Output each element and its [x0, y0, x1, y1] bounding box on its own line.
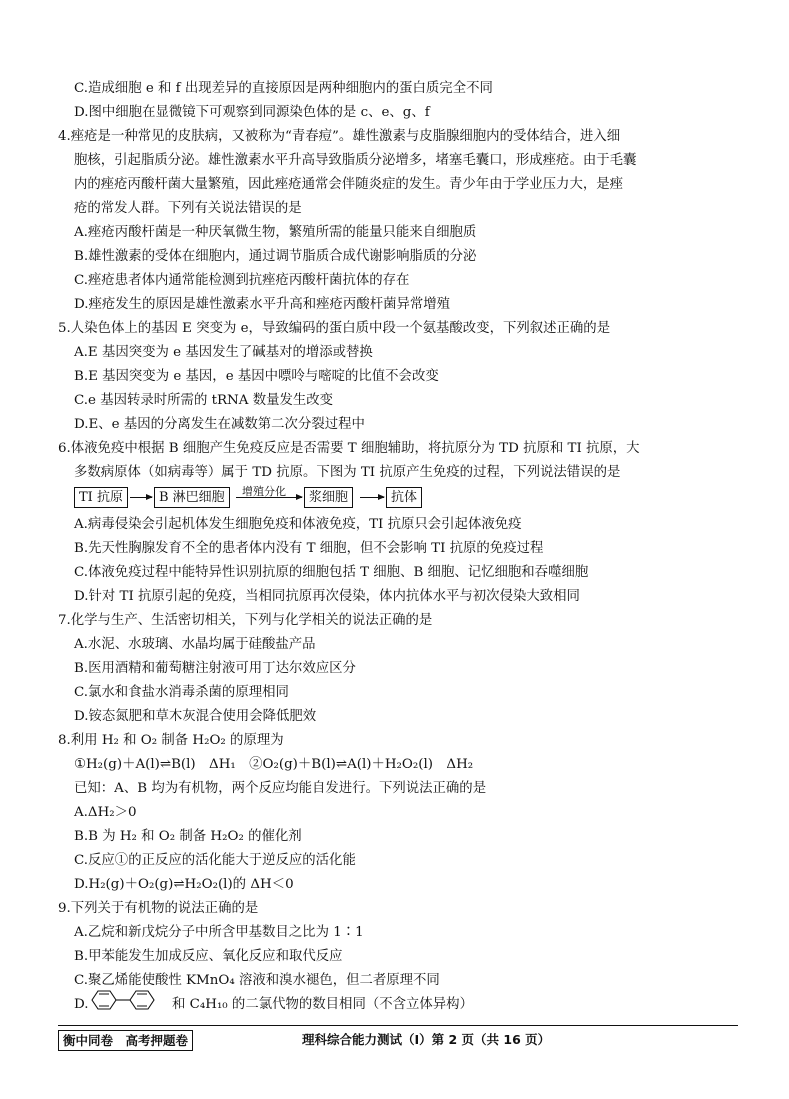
- text-line-22: A.水泥、水玻璃、水晶均属于硅酸盐产品: [74, 637, 316, 652]
- flow-arrow-1: [130, 497, 152, 498]
- text-line-17: A.病毒侵染会引起机体发生细胞免疫和体液免疫，TI 抗原只会引起体液免疫: [74, 517, 522, 532]
- text-line-26: 8.利用 H₂ 和 O₂ 制备 H₂O₂ 的原理为: [58, 733, 284, 748]
- text-line-33: 9.下列关于有机物的说法正确的是: [58, 901, 259, 916]
- text-line-5: 疮的常发人群。下列有关说法错误的是: [74, 201, 302, 216]
- flow-box-ti-antigen: TI 抗原: [74, 487, 128, 508]
- flow-box-antibody: 抗体: [386, 487, 422, 508]
- flow-arrow-3: [360, 497, 384, 498]
- text-line-31: C.反应①的正反应的活化能大于逆反应的活化能: [74, 853, 356, 868]
- text-line-35: B.甲苯能发生加成反应、氧化反应和取代反应: [74, 949, 343, 964]
- text-line-29: A.ΔH₂＞0: [74, 805, 137, 820]
- text-line-28: 已知：A、B 均为有机物，两个反应均能自发进行。下列说法正确的是: [74, 781, 487, 796]
- text-line-27: ①H₂(g)＋A(l)⇌B(l) ΔH₁ ②O₂(g)＋B(l)⇌A(l)＋H₂O₂(l) ΔH₂: [74, 757, 474, 772]
- footer-divider: [58, 1025, 738, 1026]
- text-line-9: D.痤疮发生的原因是雄性激素水平升高和痤疮丙酸杆菌异常增殖: [74, 297, 451, 312]
- text-line-2: 4.痤疮是一种常见的皮肤病，又被称为“青春痘”。雄性激素与皮脂腺细胞内的受体结合，进入细: [58, 129, 621, 144]
- text-line-6: A.痤疮丙酸杆菌是一种厌氧微生物，繁殖所需的能量只能来自细胞质: [74, 225, 477, 240]
- text-line-18: B.先天性胸腺发育不全的患者体内没有 T 细胞，但不会影响 TI 抗原的免疫过程: [74, 541, 544, 556]
- text-line-1: D.图中细胞在显微镜下可观察到同源染色体的是 c、e、g、f: [74, 105, 430, 120]
- text-line-16: 多数病原体（如病毒等）属于 TD 抗原。下图为 TI 抗原产生免疫的过程，下列说法错误的是: [74, 465, 621, 480]
- text-line-15: 6.体液免疫中根据 B 细胞产生免疫反应是否需要 T 细胞辅助，将抗原分为 TD 抗原和 TI 抗原，大: [58, 441, 640, 456]
- text-line-8: C.痤疮患者体内通常能检测到抗痤疮丙酸杆菌抗体的存在: [74, 273, 410, 288]
- text-line-11: A.E 基因突变为 e 基因发生了碱基对的增添或替换: [74, 345, 373, 360]
- q9d-prefix: D.: [74, 997, 89, 1012]
- text-line-0: C.造成细胞 e 和 f 出现差异的直接原因是两种细胞内的蛋白质完全不同: [74, 81, 493, 96]
- text-line-36: C.聚乙烯能使酸性 KMnO₄ 溶液和溴水褪色，但二者原理不同: [74, 973, 440, 988]
- text-line-30: B.B 为 H₂ 和 O₂ 制备 H₂O₂ 的催化剂: [74, 829, 302, 844]
- text-line-21: 7.化学与生产、生活密切相关，下列与化学相关的说法正确的是: [58, 613, 433, 628]
- text-line-34: A.乙烷和新戊烷分子中所含甲基数目之比为 1∶1: [74, 925, 364, 940]
- flow-arrow-2: [236, 485, 302, 498]
- flow-box-b-cell: B 淋巴细胞: [154, 487, 230, 508]
- q9d-suffix: 和 C₄H₁₀ 的二氯代物的数目相同（不含立体异构）: [172, 997, 473, 1012]
- footer-series-label: 衡中同卷 高考押题卷: [58, 1030, 193, 1051]
- flow-box-plasma-cell: 浆细胞: [304, 487, 353, 508]
- text-line-14: D.E、e 基因的分离发生在减数第二次分裂过程中: [74, 417, 365, 432]
- footer-page-info: 理科综合能力测试（Ⅰ）第 2 页（共 16 页）: [302, 1032, 551, 1047]
- text-line-7: B.雄性激素的受体在细胞内，通过调节脂质合成代谢影响脂质的分泌: [74, 249, 477, 264]
- text-line-32: D.H₂(g)＋O₂(g)⇌H₂O₂(l)的 ΔH＜0: [74, 877, 294, 892]
- text-line-10: 5.人染色体上的基因 E 突变为 e，导致编码的蛋白质中段一个氨基酸改变，下列叙述正确的是: [58, 321, 611, 336]
- q9-option-d: [74, 996, 89, 1014]
- text-line-3: 胞核，引起脂质分泌。雄性激素水平升高导致脂质分泌增多，堵塞毛囊口，形成痤疮。由于毛囊: [74, 153, 637, 168]
- text-line-13: C.e 基因转录时所需的 tRNA 数量发生改变: [74, 393, 334, 408]
- biphenyl-structure-icon: [88, 988, 168, 1012]
- text-line-4: 内的痤疮丙酸杆菌大量繁殖，因此痤疮通常会伴随炎症的发生。青少年由于学业压力大，是痤: [74, 177, 624, 192]
- text-line-19: C.体液免疫过程中能特异性识别抗原的细胞包括 T 细胞、B 细胞、记忆细胞和吞噬细胞: [74, 565, 589, 580]
- text-line-23: B.医用酒精和葡萄糖注射液可用丁达尔效应区分: [74, 661, 356, 676]
- text-line-12: B.E 基因突变为 e 基因，e 基因中嘌呤与嘧啶的比值不会改变: [74, 369, 439, 384]
- flow-arrow-label: 增殖分化: [242, 485, 286, 498]
- text-line-20: D.针对 TI 抗原引起的免疫，当相同抗原再次侵染，体内抗体水平与初次侵染大致相同: [74, 589, 580, 604]
- text-line-24: C.氯水和食盐水消毒杀菌的原理相同: [74, 685, 289, 700]
- ti-antigen-flow-diagram: [74, 487, 454, 511]
- text-line-25: D.铵态氮肥和草木灰混合使用会降低肥效: [74, 709, 317, 724]
